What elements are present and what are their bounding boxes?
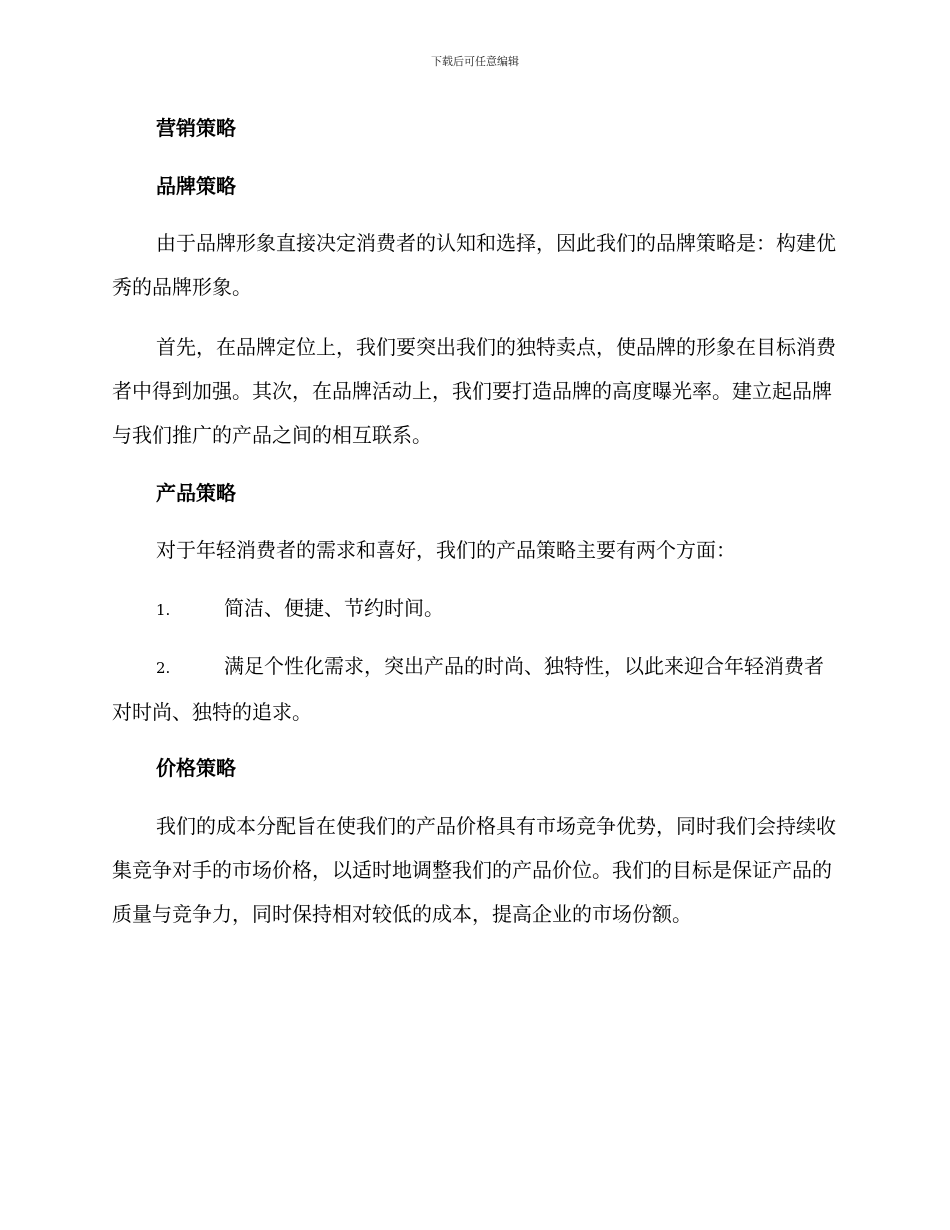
paragraph-product-intro: 对于年轻消费者的需求和喜好，我们的产品策略主要有两个方面： <box>156 538 736 562</box>
list-item-text: 满足个性化需求，突出产品的时尚、独特性，以此来迎合年轻消费者对时尚、独特的追求。 <box>112 654 824 724</box>
heading-brand-strategy: 品牌策略 <box>156 174 236 198</box>
heading-product-strategy: 产品策略 <box>156 481 236 505</box>
heading-marketing-strategy: 营销策略 <box>156 116 236 140</box>
list-item <box>112 644 838 734</box>
paragraph-price: 我们的成本分配旨在使我们的产品价格具有市场竞争优势，同时我们会持续收集竞争对手的市场价格，以适时地调整我们的产品价位。我们的目标是保证产品的质量与竞争力，同时保持相对较低的成本，提高企业的市场份额。 <box>112 814 836 926</box>
paragraph-brand-2: 首先，在品牌定位上，我们要突出我们的独特卖点，使品牌的形象在目标消费者中得到加强。其次，在品牌活动上，我们要打造品牌的高度曝光率。建立起品牌与我们推广的产品之间的相互联系。 <box>112 335 836 447</box>
page-header-note: 下载后可任意编辑 <box>431 55 519 68</box>
list-item-number: 2. <box>156 659 171 677</box>
paragraph-brand-1: 由于品牌形象直接决定消费者的认知和选择，因此我们的品牌策略是：构建优秀的品牌形象。 <box>112 231 836 299</box>
heading-price-strategy: 价格策略 <box>156 756 236 780</box>
list-item <box>112 586 838 632</box>
list-item-text: 简洁、便捷、节约时间。 <box>224 596 444 620</box>
list-item-number: 1. <box>156 601 171 619</box>
